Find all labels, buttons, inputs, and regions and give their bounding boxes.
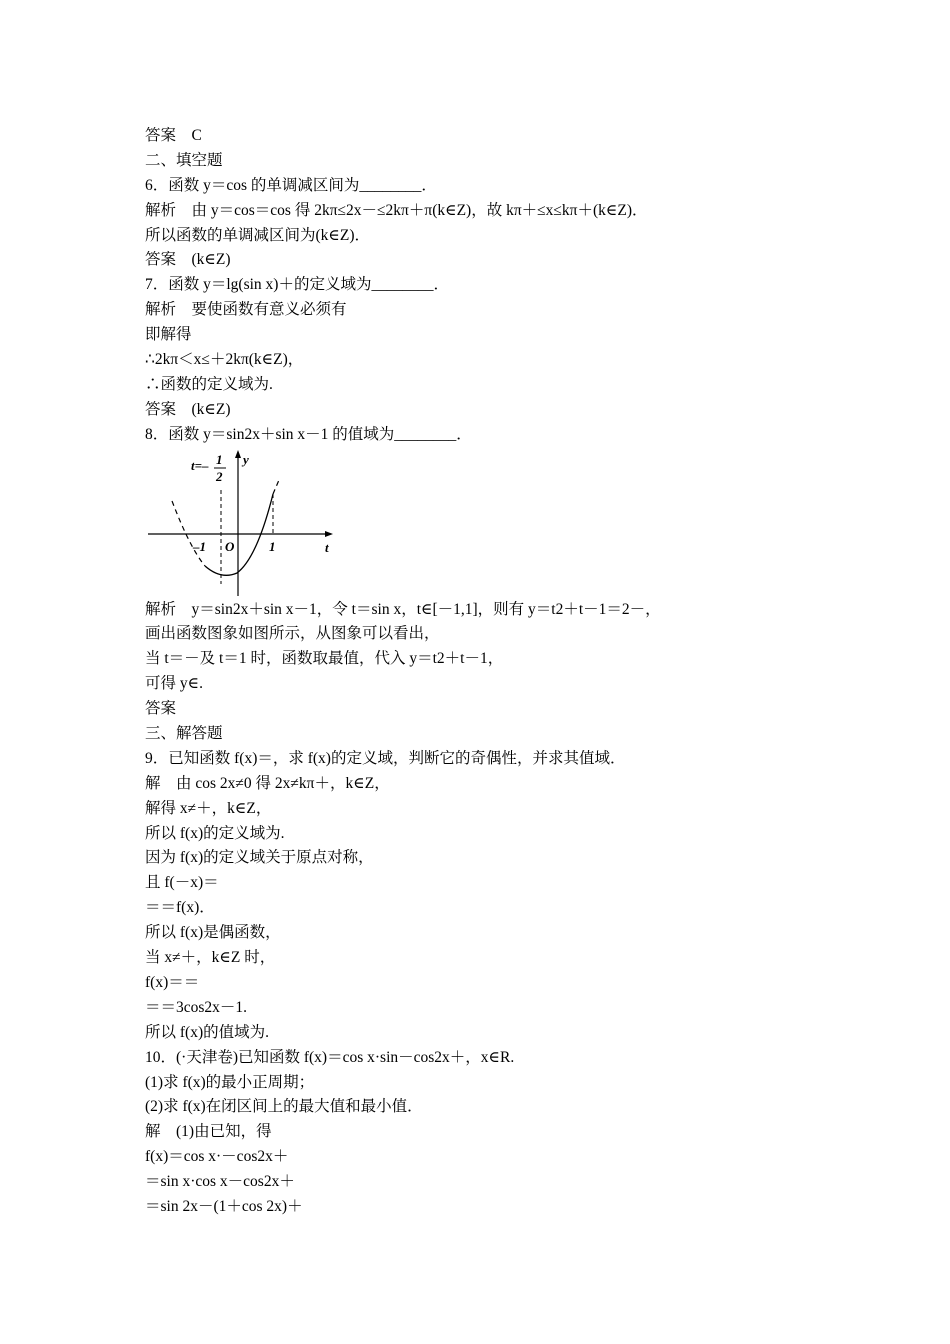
document-body [145, 124, 845, 1220]
fraction-denominator: 2 [216, 468, 223, 484]
text-line: 9．已知函数 f(x)＝，求 f(x)的定义域，判断它的奇偶性，并求其值域． [145, 749, 626, 767]
text-line: 7．函数 y＝lg(sin x)＋的定义域为________． [145, 276, 449, 294]
tick-label-neg1: –1 [193, 538, 206, 554]
text-line: 当 t＝－及 t＝1 时，函数取最值，代入 y＝t2＋t－1， [145, 650, 504, 668]
text-line: ＝sin x·cos x－cos2x＋ [145, 1173, 295, 1191]
parabola-graph [145, 448, 345, 598]
text-line: (2)求 f(x)在闭区间上的最大值和最小值． [145, 1098, 423, 1116]
text-line: 三、解答题 [145, 725, 223, 743]
text-line: 所以 f(x)是偶函数， [145, 924, 281, 942]
text-line: 8．函数 y＝sin2x＋sin x－1 的值域为________． [145, 425, 472, 443]
text-line: 且 f(－x)＝ [145, 874, 219, 892]
fraction-numerator: 1 [216, 451, 223, 467]
y-axis-arrow [235, 450, 241, 458]
text-line: 画出函数图象如图所示，从图象可以看出， [145, 625, 440, 643]
text-line: f(x)＝cos x·－cos2x＋ [145, 1148, 289, 1166]
parabola-dashed-right [273, 480, 279, 494]
t-axis-label: t [325, 539, 329, 555]
text-line: 6．函数 y＝cos 的单调减区间为________． [145, 176, 437, 194]
text-line: 10．(·天津卷)已知函数 f(x)＝cos x·sin－cos2x＋，x∈R. [145, 1048, 515, 1066]
text-line: 所以 f(x)的定义域为. [145, 824, 285, 842]
text-line: 即解得 [145, 326, 192, 344]
text-line: 解析 要使函数有意义必须有 [145, 301, 347, 319]
parabola-figure [145, 448, 345, 598]
t-label: t=– [191, 457, 209, 473]
text-line: 当 x≠＋，k∈Z 时， [145, 949, 276, 967]
parabola-solid [205, 494, 273, 575]
text-line: 答案 [145, 700, 177, 718]
text-line: f(x)＝＝ [145, 973, 200, 991]
text-line: (1)求 f(x)的最小正周期； [145, 1073, 315, 1091]
text-line: 所以函数的单调减区间为(k∈Z)． [145, 226, 371, 244]
tick-label-1: 1 [269, 538, 276, 554]
text-line: 解析 y＝sin2x＋sin x－1，令 t＝sin x，t∈[－1,1]，则有 y＝t2＋t－1＝2－， [145, 600, 661, 618]
text-line: ∴2kπ＜x≤＋2kπ(k∈Z)， [145, 351, 304, 369]
text-line: 答案 (k∈Z) [145, 400, 231, 418]
text-line: ∴函数的定义域为. [145, 375, 273, 393]
t-axis-arrow [325, 531, 333, 537]
text-line: 因为 f(x)的定义域关于原点对称， [145, 849, 374, 867]
text-line: ＝sin 2x－(1＋cos 2x)＋ [145, 1197, 303, 1215]
text-line: 解 (1)由已知，得 [145, 1123, 272, 1141]
text-line: 解析 由 y＝cos＝cos 得 2kπ≤2x－≤2kπ＋π(k∈Z)，故 kπ＋≤x≤kπ＋(k∈Z)． [145, 201, 648, 219]
text-line: ＝＝f(x)． [145, 899, 215, 917]
text-line: 可得 y∈. [145, 675, 203, 693]
origin-label: O [225, 538, 235, 554]
text-block-after-figure [145, 598, 845, 1220]
text-line: 答案 C [145, 127, 202, 144]
y-axis-label: y [243, 451, 249, 467]
text-line: 答案 (k∈Z) [145, 251, 231, 269]
text-line: 所以 f(x)的值域为. [145, 1023, 269, 1041]
text-block-before-figure [145, 124, 845, 448]
text-line: ＝＝3cos2x－1. [145, 998, 248, 1016]
text-line: 二、填空题 [145, 151, 223, 169]
text-line: 解得 x≠＋，k∈Z， [145, 799, 272, 817]
text-line: 解 由 cos 2x≠0 得 2x≠kπ＋，k∈Z， [145, 774, 390, 792]
